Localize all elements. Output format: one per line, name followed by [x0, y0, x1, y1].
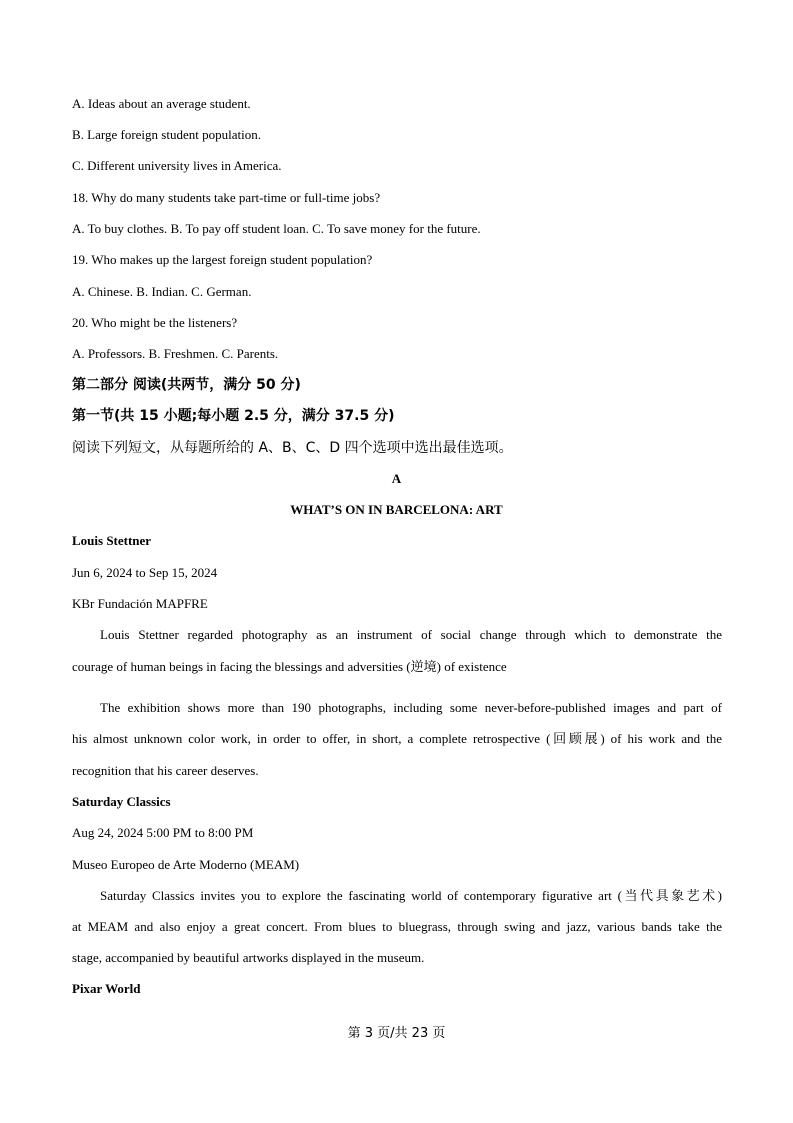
event2-venue: Museo Europeo de Arte Moderno (MEAM) [72, 857, 300, 872]
event1-paragraph2-line2: his almost unknown color work, in order to offer, in short, a complete retrospective (回顾展) of his work and the [72, 731, 722, 746]
event1-paragraph1-line1: Louis Stettner regarded photography as an instrument of social change through which to demonstrate the [100, 627, 722, 642]
q17-option-c: C. Different university lives in America. [72, 158, 282, 173]
event1-name: Louis Stettner [72, 533, 152, 548]
passage-title: WHAT’S ON IN BARCELONA: ART [290, 502, 503, 517]
event2-date: Aug 24, 2024 5:00 PM to 8:00 PM [72, 825, 254, 840]
event1-date: Jun 6, 2024 to Sep 15, 2024 [72, 565, 218, 580]
event2-paragraph1-line1: Saturday Classics invites you to explore the fascinating world of contemporary figurative art (当代具象艺术) [100, 888, 722, 903]
page-footer: 第 3 页/共 23 页 [347, 1026, 446, 1041]
q19-stem: 19. Who makes up the largest foreign student population? [72, 252, 373, 267]
section-heading-part2-sec1: 第一节(共 15 小题;每小题 2.5 分，满分 37.5 分) [72, 408, 395, 424]
event2-paragraph1-line3: stage, accompanied by beautiful artworks displayed in the museum. [72, 950, 425, 965]
event1-paragraph2-line1: The exhibition shows more than 190 photographs, including some never-before-published images and part of [100, 700, 722, 715]
event2-paragraph1-line2: at MEAM and also enjoy a great concert. From blues to bluegrass, through swing and jazz, various bands take the [72, 919, 722, 934]
section-instructions: 阅读下列短文，从每题所给的 A、B、C、D 四个选项中选出最佳选项。 [72, 440, 513, 456]
event1-paragraph2-line3: recognition that his career deserves. [72, 763, 259, 778]
event2-name: Saturday Classics [72, 794, 171, 809]
q19-options: A. Chinese. B. Indian. C. German. [72, 284, 252, 299]
section-heading-part2: 第二部分 阅读(共两节，满分 50 分) [72, 377, 301, 393]
q17-option-b: B. Large foreign student population. [72, 127, 261, 142]
q20-options: A. Professors. B. Freshmen. C. Parents. [72, 346, 279, 361]
passage-letter: A [391, 471, 402, 486]
q18-options: A. To buy clothes. B. To pay off student loan. C. To save money for the future. [72, 221, 481, 236]
event3-name: Pixar World [72, 981, 141, 996]
q18-stem: 18. Why do many students take part-time or full-time jobs? [72, 190, 381, 205]
q20-stem: 20. Who might be the listeners? [72, 315, 238, 330]
q17-option-a: A. Ideas about an average student. [72, 96, 251, 111]
event1-paragraph1-line2: courage of human beings in facing the blessings and adversities (逆境) of existence [72, 659, 507, 674]
event1-venue: KBr Fundación MAPFRE [72, 596, 208, 611]
